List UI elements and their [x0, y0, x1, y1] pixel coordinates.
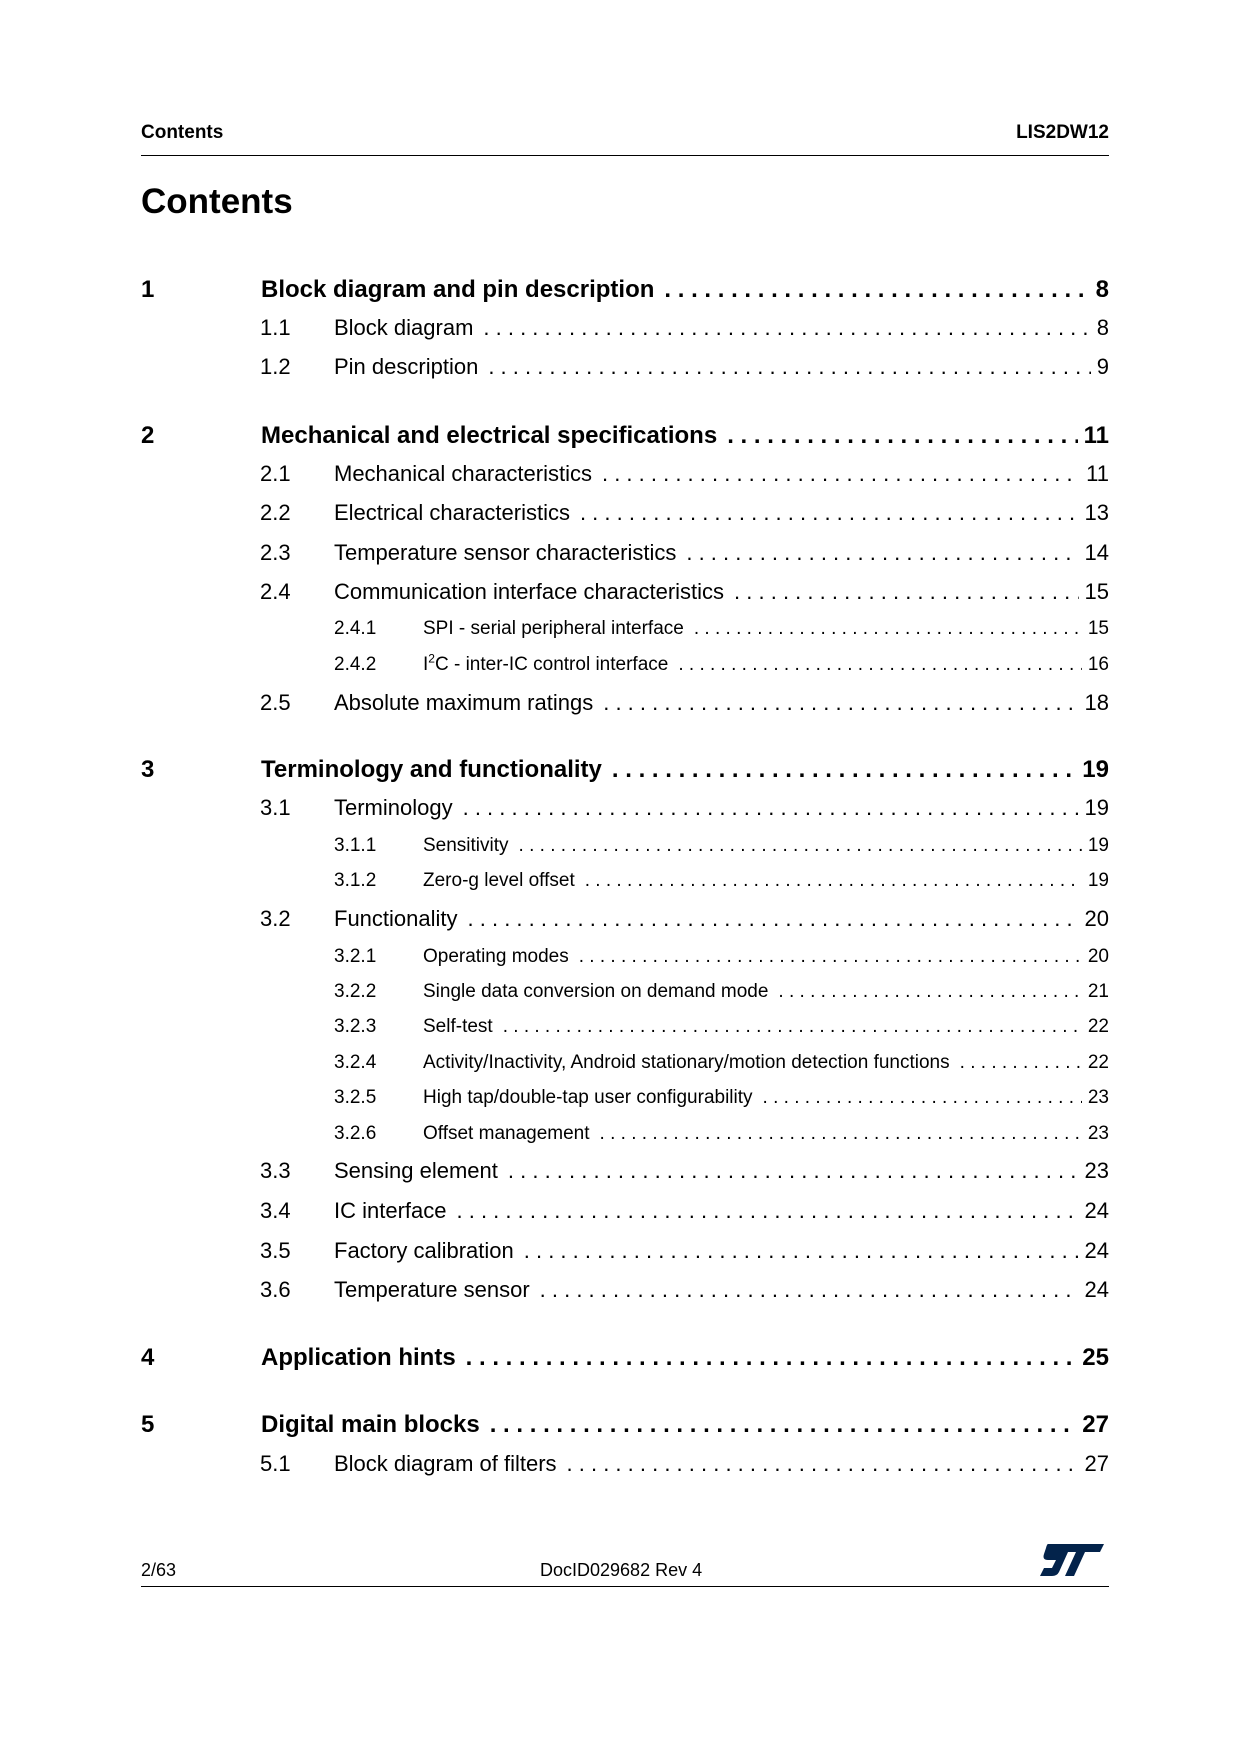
page-title: Contents — [141, 182, 293, 221]
toc-number: 2.4.2 — [334, 654, 377, 675]
toc-leader — [483, 315, 1090, 341]
toc-page: 8 — [1091, 315, 1109, 341]
toc-leader — [602, 461, 1080, 487]
footer-doc-ref: DocID029682 Rev 4 — [540, 1560, 703, 1580]
toc-page: 22 — [1082, 1052, 1109, 1074]
toc-label: Terminology — [334, 795, 463, 821]
toc-leader — [694, 618, 1082, 640]
toc-entry-3-4[interactable] — [260, 1198, 1109, 1224]
toc-leader — [603, 690, 1078, 716]
toc-leader — [763, 1087, 1082, 1109]
toc-leader — [600, 1123, 1082, 1145]
toc-label: Mechanical and electrical specifications — [261, 422, 727, 450]
toc-number: 3.3 — [260, 1158, 291, 1183]
toc-entry-3-2-6[interactable] — [334, 1123, 1109, 1145]
toc-entry-3[interactable] — [141, 756, 1109, 784]
toc-number: 1.1 — [260, 315, 291, 340]
toc-leader — [457, 1198, 1079, 1224]
toc-leader — [488, 354, 1090, 380]
toc-number: 4 — [141, 1344, 155, 1371]
toc-number: 2.2 — [260, 500, 291, 525]
toc-label: Temperature sensor — [334, 1277, 540, 1303]
toc-entry-1-1[interactable] — [260, 315, 1109, 341]
toc-leader — [612, 756, 1076, 784]
st-logo-icon — [1038, 1542, 1106, 1583]
toc-leader — [734, 579, 1078, 605]
toc-entry-3-2-2[interactable] — [334, 981, 1109, 1003]
toc-page: 27 — [1076, 1411, 1109, 1439]
toc-label: Mechanical characteristics — [334, 461, 602, 487]
toc-number: 1 — [141, 276, 155, 303]
toc-number: 3.2 — [260, 906, 291, 931]
toc-number: 2.1 — [260, 461, 291, 486]
toc-entry-3-1-1[interactable] — [334, 835, 1109, 857]
toc-label: Block diagram and pin description — [261, 276, 664, 304]
toc-page: 15 — [1082, 618, 1109, 640]
toc-label: $I^2C$ - inter-IC control interface — [423, 654, 678, 676]
toc-number: 3.4 — [260, 1198, 291, 1223]
toc-page: 19 — [1076, 756, 1109, 784]
toc-entry-3-2-3[interactable] — [334, 1016, 1109, 1038]
toc-page: 20 — [1082, 946, 1109, 968]
toc-entry-2[interactable] — [141, 422, 1109, 450]
toc-page: 22 — [1082, 1016, 1109, 1038]
toc-label: Terminology and functionality — [261, 756, 612, 784]
toc-number: 3.2.5 — [334, 1087, 377, 1108]
toc-page: 20 — [1079, 906, 1109, 932]
toc-entry-2-4-2[interactable] — [334, 651, 1109, 676]
toc-page: 14 — [1079, 540, 1109, 566]
toc-entry-2-1[interactable] — [260, 461, 1109, 487]
toc-label: Electrical characteristics — [334, 500, 580, 526]
toc-page: 19 — [1082, 870, 1109, 892]
toc-entry-2-5[interactable] — [260, 690, 1109, 716]
toc-number: 3.1.2 — [334, 870, 377, 891]
toc-entry-3-6[interactable] — [260, 1277, 1109, 1303]
toc-leader — [664, 276, 1089, 304]
toc-leader — [727, 422, 1077, 450]
toc-number: 3.2.6 — [334, 1123, 377, 1144]
toc-entry-3-2-4[interactable] — [334, 1052, 1109, 1074]
toc-entry-2-2[interactable] — [260, 500, 1109, 526]
toc-entry-2-4-1[interactable] — [334, 618, 1109, 640]
toc-page: 24 — [1079, 1198, 1109, 1224]
toc-page: 24 — [1079, 1238, 1109, 1264]
toc-entry-2-4[interactable] — [260, 579, 1109, 605]
toc-page: 11 — [1080, 461, 1109, 487]
page-header-section: Contents — [141, 122, 224, 143]
toc-number: 2.4.1 — [334, 618, 377, 639]
toc-entry-2-3[interactable] — [260, 540, 1109, 566]
toc-entry-3-2[interactable] — [260, 906, 1109, 932]
toc-label: Factory calibration — [334, 1238, 524, 1264]
toc-page: 27 — [1079, 1451, 1109, 1477]
toc-page: 13 — [1079, 500, 1109, 526]
toc-number: 3.6 — [260, 1277, 291, 1302]
toc-number: 2.5 — [260, 690, 291, 715]
toc-number: 3.2.2 — [334, 981, 377, 1002]
toc-entry-1[interactable] — [141, 276, 1109, 304]
toc-entry-3-1[interactable] — [260, 795, 1109, 821]
toc-leader — [585, 870, 1082, 892]
toc-page: 23 — [1082, 1123, 1109, 1145]
toc-entry-5-1[interactable] — [260, 1451, 1109, 1477]
page-header-doc-id: LIS2DW12 — [1016, 122, 1109, 143]
toc-label: Sensing element — [334, 1158, 508, 1184]
toc-page: 16 — [1082, 654, 1109, 676]
toc-label: Self-test — [423, 1016, 503, 1038]
toc-number: 1.2 — [260, 354, 291, 379]
toc-page: 9 — [1091, 354, 1109, 380]
toc-label: Operating modes — [423, 946, 579, 968]
toc-number: 3.1.1 — [334, 835, 377, 856]
toc-page: 8 — [1090, 276, 1109, 304]
toc-leader — [686, 540, 1078, 566]
toc-entry-1-2[interactable] — [260, 354, 1109, 380]
toc-leader — [579, 946, 1082, 968]
toc-leader — [519, 835, 1082, 857]
toc-label: Single data conversion on demand mode — [423, 981, 778, 1003]
toc-leader — [567, 1451, 1079, 1477]
toc-entry-3-2-1[interactable] — [334, 946, 1109, 968]
toc-page: 18 — [1079, 690, 1109, 716]
toc-leader — [503, 1016, 1082, 1038]
toc-page: 11 — [1078, 422, 1109, 450]
toc-page: 24 — [1079, 1277, 1109, 1303]
toc-number: 3.2.1 — [334, 946, 377, 967]
toc-entry-4[interactable] — [141, 1344, 1109, 1372]
toc-label: Communication interface characteristics — [334, 579, 734, 605]
toc-entry-5[interactable] — [141, 1411, 1109, 1439]
toc-entry-3-5[interactable] — [260, 1238, 1109, 1264]
toc-label: Application hints — [261, 1344, 466, 1372]
toc-label: Zero-g level offset — [423, 870, 585, 892]
toc-leader — [580, 500, 1079, 526]
toc-label: Sensitivity — [423, 835, 519, 857]
toc-number: 3.1 — [260, 795, 291, 820]
toc-label: Digital main blocks — [261, 1411, 490, 1439]
toc-number: 2 — [141, 422, 155, 449]
toc-page: 19 — [1082, 835, 1109, 857]
toc-leader — [468, 906, 1079, 932]
toc-leader — [540, 1277, 1079, 1303]
toc-leader — [960, 1052, 1082, 1074]
toc-page: 21 — [1082, 981, 1109, 1003]
toc-number: 3.2.3 — [334, 1016, 377, 1037]
toc-leader — [490, 1411, 1077, 1439]
toc-number: 3 — [141, 756, 155, 783]
toc-label: SPI - serial peripheral interface — [423, 618, 694, 640]
toc-label: Block diagram — [334, 315, 483, 341]
toc-label: Temperature sensor characteristics — [334, 540, 686, 566]
toc-label: Functionality — [334, 906, 468, 932]
toc-page: 25 — [1076, 1344, 1109, 1372]
footer-rule — [141, 1586, 1109, 1587]
toc-entry-3-3[interactable] — [260, 1158, 1109, 1184]
toc-leader — [466, 1344, 1077, 1372]
toc-entry-3-2-5[interactable] — [334, 1087, 1109, 1109]
toc-leader — [524, 1238, 1079, 1264]
toc-label: Block diagram of filters — [334, 1451, 567, 1477]
toc-number: 2.4 — [260, 579, 291, 604]
toc-label: High tap/double-tap user configurability — [423, 1087, 763, 1109]
toc-number: 3.5 — [260, 1238, 291, 1263]
toc-page: 19 — [1079, 795, 1109, 821]
toc-label: IC interface — [334, 1198, 457, 1224]
footer-page-indicator: 2/63 — [141, 1560, 177, 1580]
toc-number: 3.2.4 — [334, 1052, 377, 1073]
toc-page: 23 — [1082, 1087, 1109, 1109]
toc-leader — [463, 795, 1079, 821]
toc-leader — [678, 654, 1082, 676]
toc-page: 23 — [1079, 1158, 1109, 1184]
toc-number: 5 — [141, 1411, 155, 1438]
toc-label: Pin description — [334, 354, 488, 380]
toc-leader — [778, 981, 1081, 1003]
toc-label: Absolute maximum ratings — [334, 690, 603, 716]
toc-label: Activity/Inactivity, Android stationary/motion detection functions — [423, 1052, 960, 1074]
toc-label: Offset management — [423, 1123, 600, 1145]
toc-leader — [508, 1158, 1079, 1184]
toc-number: 5.1 — [260, 1451, 291, 1476]
toc-page: 15 — [1079, 579, 1109, 605]
toc-entry-3-1-2[interactable] — [334, 870, 1109, 892]
toc-number: 2.3 — [260, 540, 291, 565]
